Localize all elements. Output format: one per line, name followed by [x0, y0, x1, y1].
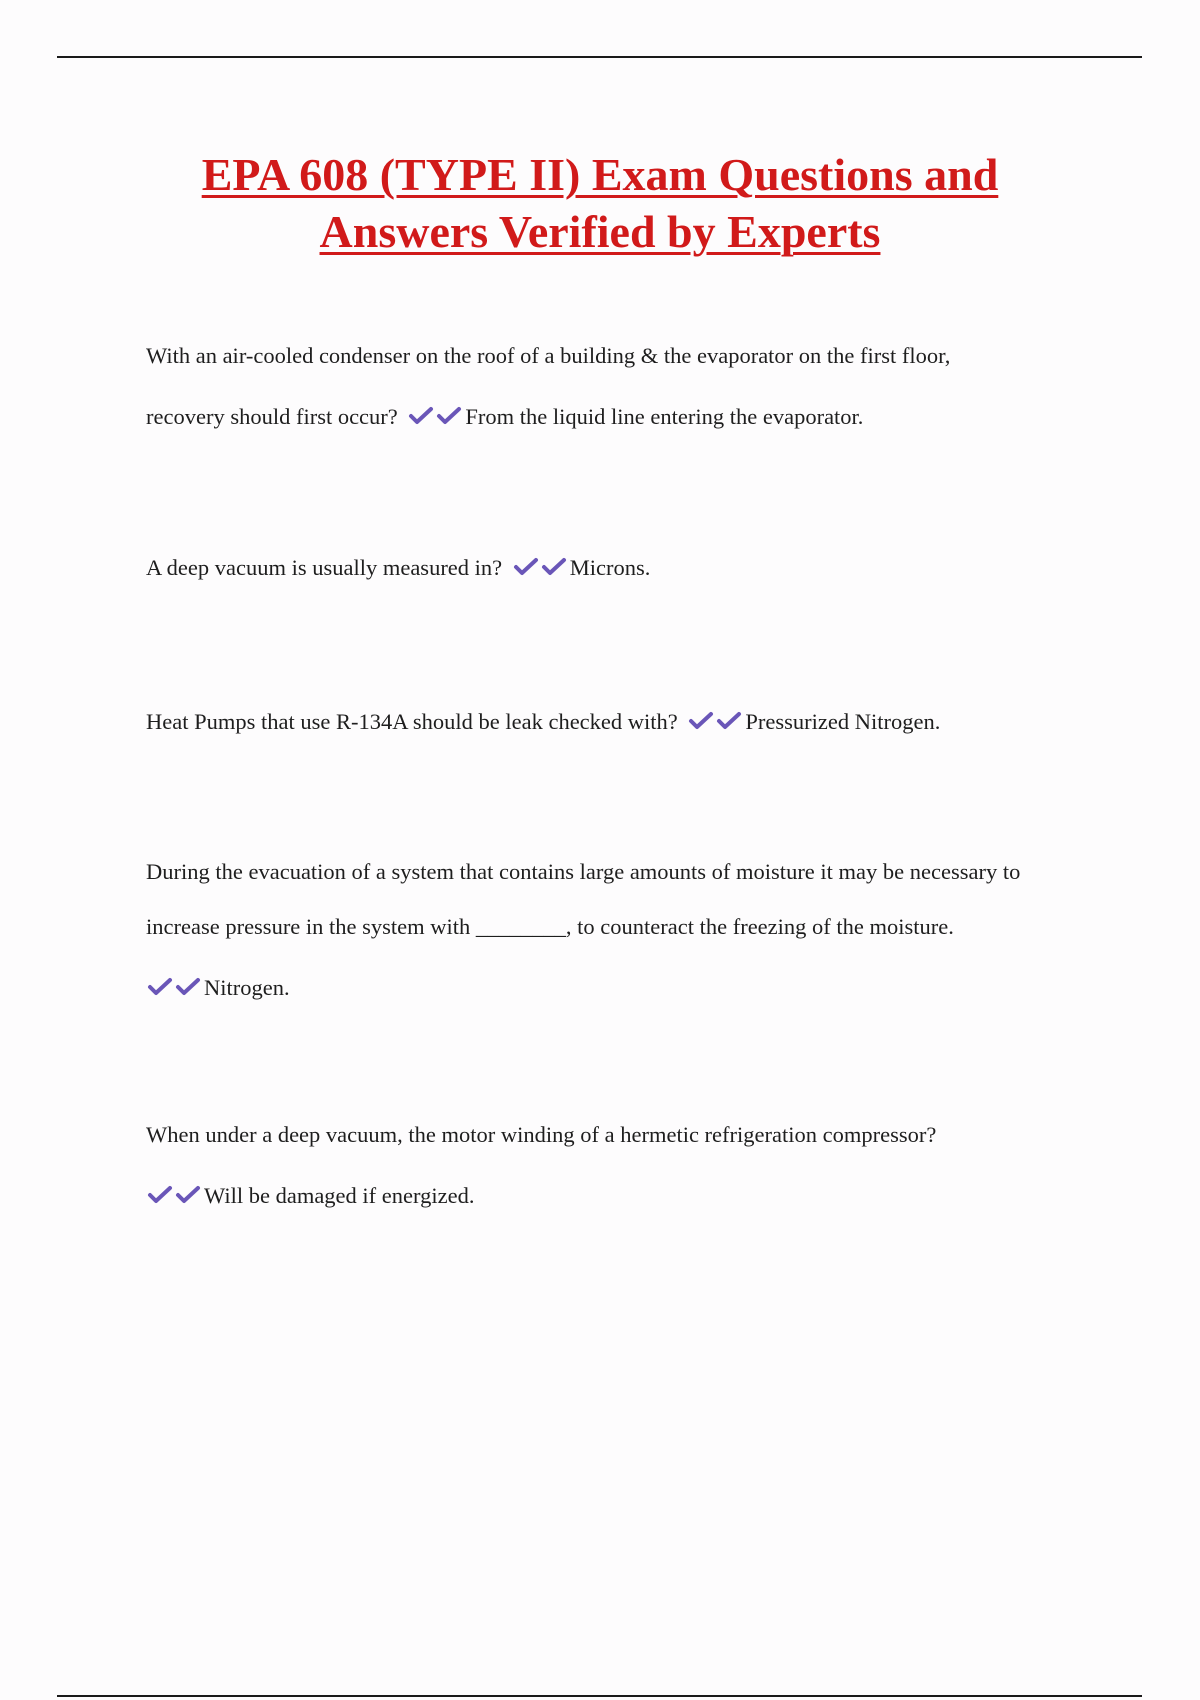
answer-checkmarks: [512, 556, 568, 584]
title-line-2: Answers Verified by Experts: [319, 206, 881, 257]
answer-checkmarks: [687, 710, 743, 738]
title-line-1: EPA 608 (TYPE II) Exam Questions and: [201, 149, 999, 200]
question-1-line-1: With an air-cooled condenser on the roof of a building & the evaporator on the first floor,: [146, 343, 951, 368]
answer-1: From the liquid line entering the evaporator.: [465, 404, 864, 429]
answer-4: Nitrogen.: [204, 975, 290, 1000]
answer-checkmarks: [407, 405, 463, 433]
answer-5-row: [146, 1183, 1106, 1212]
question-5: When under a deep vacuum, the motor winding of a hermetic refrigeration compressor?: [146, 1122, 937, 1147]
answer-4-row: [146, 975, 1106, 1004]
top-rule: [57, 56, 1142, 58]
answer-2: Microns.: [569, 555, 651, 580]
checkmark-icon: [715, 710, 743, 732]
bottom-rule: [57, 1695, 1142, 1697]
question-2-text: A deep vacuum is usually measured in?: [146, 555, 503, 580]
document-title: [100, 146, 1100, 260]
checkmark-icon: [146, 1184, 174, 1206]
question-1-line-2: [146, 404, 1106, 433]
checkmark-icon: [407, 405, 435, 427]
checkmark-icon: [174, 1184, 202, 1206]
question-4-line-2: increase pressure in the system with ________, to counteract the freezing of the moisture.: [146, 914, 954, 939]
checkmark-icon: [146, 976, 174, 998]
checkmark-icon: [540, 556, 568, 578]
question-3: [146, 709, 1106, 738]
question-4-line-1: During the evacuation of a system that contains large amounts of moisture it may be necessary to: [146, 859, 1021, 884]
answer-5: Will be damaged if energized.: [204, 1183, 475, 1208]
checkmark-icon: [687, 710, 715, 732]
checkmark-icon: [512, 556, 540, 578]
question-1-text: recovery should first occur?: [146, 404, 398, 429]
answer-3: Pressurized Nitrogen.: [745, 709, 941, 734]
answer-checkmarks: [146, 1184, 202, 1212]
checkmark-icon: [435, 405, 463, 427]
checkmark-icon: [174, 976, 202, 998]
question-2: [146, 555, 1106, 584]
question-3-text: Heat Pumps that use R-134A should be leak checked with?: [146, 709, 678, 734]
answer-checkmarks: [146, 976, 202, 1004]
